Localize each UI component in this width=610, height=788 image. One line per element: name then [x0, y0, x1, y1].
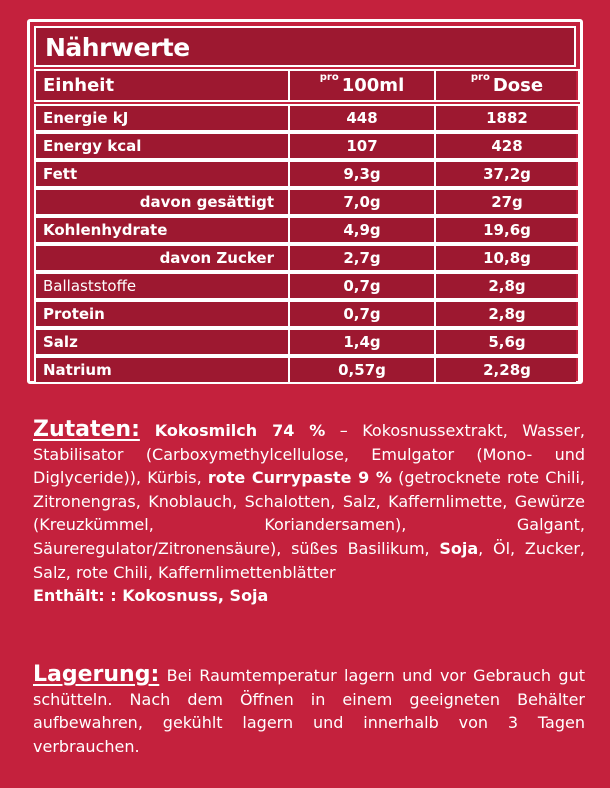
value-per-can: 27g	[434, 188, 580, 216]
header-per-can-label: Dose	[492, 75, 544, 96]
header-unit: Einheit	[34, 69, 290, 102]
ingredient-text: (getrocknete rote Chili, Zitronengras, Knoblauch, Schalotten, Salz, Kaffernlimette, Gewürze (Kreuzkümmel, Koriandersamen), Galgant, Säureregulator/Zitronensäure), süßes Basilikum,	[33, 468, 586, 558]
value-per-can: 5,6g	[434, 328, 580, 356]
ingredient-text: – Kokosnussextrakt, Wasser, Stabilisator (Carboxymethylcellulose, Emulgator (Mono- und Diglyceride)), Kürbis,	[33, 421, 585, 488]
nutrition-row	[34, 104, 576, 132]
nutrient-label: Ballaststoffe	[34, 272, 290, 300]
allergen-highlight: Soja	[439, 538, 479, 558]
value-per-can: 10,8g	[434, 244, 580, 272]
value-per-100ml: 107	[288, 132, 436, 160]
nutrition-row	[34, 132, 576, 160]
header-per-100ml-prefix: pro	[319, 72, 339, 83]
storage-text: Bei Raumtemperatur lagern und vor Gebrauch gut schütteln. Nach dem Öffnen in einem geeigneten Behälter aufbewahren, gekühlt lagern und innerhalb von 3 Tagen verbrauchen.	[33, 666, 585, 756]
nutrition-row	[34, 356, 576, 384]
nutrition-header-row	[34, 69, 576, 102]
header-per-can	[434, 69, 580, 102]
value-per-can: 2,8g	[434, 300, 580, 328]
allergen-contains: Enthält: : Kokosnuss, Soja	[33, 586, 269, 606]
nutrient-label: Energie kJ	[34, 104, 290, 132]
ingredients-heading: Zutaten:	[33, 417, 140, 442]
nutrition-row	[34, 188, 576, 216]
value-per-can: 19,6g	[434, 216, 580, 244]
ingredients-section	[33, 418, 585, 608]
nutrition-row	[34, 216, 576, 244]
header-per-100ml	[288, 69, 436, 102]
storage-heading: Lagerung:	[33, 662, 160, 687]
value-per-can: 2,28g	[434, 356, 580, 384]
ingredients-paragraph	[33, 418, 585, 584]
value-per-can: 428	[434, 132, 580, 160]
storage-section	[33, 663, 585, 758]
value-per-100ml: 4,9g	[288, 216, 436, 244]
nutrition-title: Nährwerte	[45, 33, 190, 62]
value-per-100ml: 1,4g	[288, 328, 436, 356]
value-per-100ml: 9,3g	[288, 160, 436, 188]
value-per-can: 37,2g	[434, 160, 580, 188]
value-per-100ml: 0,7g	[288, 272, 436, 300]
ingredient-highlight: rote Currypaste 9 %	[207, 468, 392, 488]
nutrition-row	[34, 272, 576, 300]
nutrient-label: Protein	[34, 300, 290, 328]
ingredient-highlight: Kokosmilch 74 %	[139, 421, 326, 440]
nutrient-label: Fett	[34, 160, 290, 188]
nutrition-table	[27, 19, 583, 384]
value-per-100ml: 0,57g	[288, 356, 436, 384]
value-per-100ml: 448	[288, 104, 436, 132]
nutrition-row	[34, 300, 576, 328]
nutrient-label: davon gesättigt	[34, 188, 290, 216]
header-per-100ml-label: 100ml	[341, 75, 405, 96]
nutrient-label: Kohlenhydrate	[34, 216, 290, 244]
nutrition-row	[34, 244, 576, 272]
nutrient-label: Natrium	[34, 356, 290, 384]
header-per-can-prefix: pro	[470, 72, 490, 83]
nutrition-row	[34, 160, 576, 188]
nutrient-label: davon Zucker	[34, 244, 290, 272]
value-per-can: 2,8g	[434, 272, 580, 300]
value-per-100ml: 7,0g	[288, 188, 436, 216]
ingredient-text: , Öl, Zucker, Salz, rote Chili, Kaffernlimettenblätter	[33, 538, 585, 582]
nutrition-title-bar	[34, 26, 576, 67]
nutrition-row	[34, 328, 576, 356]
value-per-can: 1882	[434, 104, 580, 132]
value-per-100ml: 0,7g	[288, 300, 436, 328]
value-per-100ml: 2,7g	[288, 244, 436, 272]
nutrient-label: Energy kcal	[34, 132, 290, 160]
nutrient-label: Salz	[34, 328, 290, 356]
storage-paragraph	[33, 663, 585, 758]
